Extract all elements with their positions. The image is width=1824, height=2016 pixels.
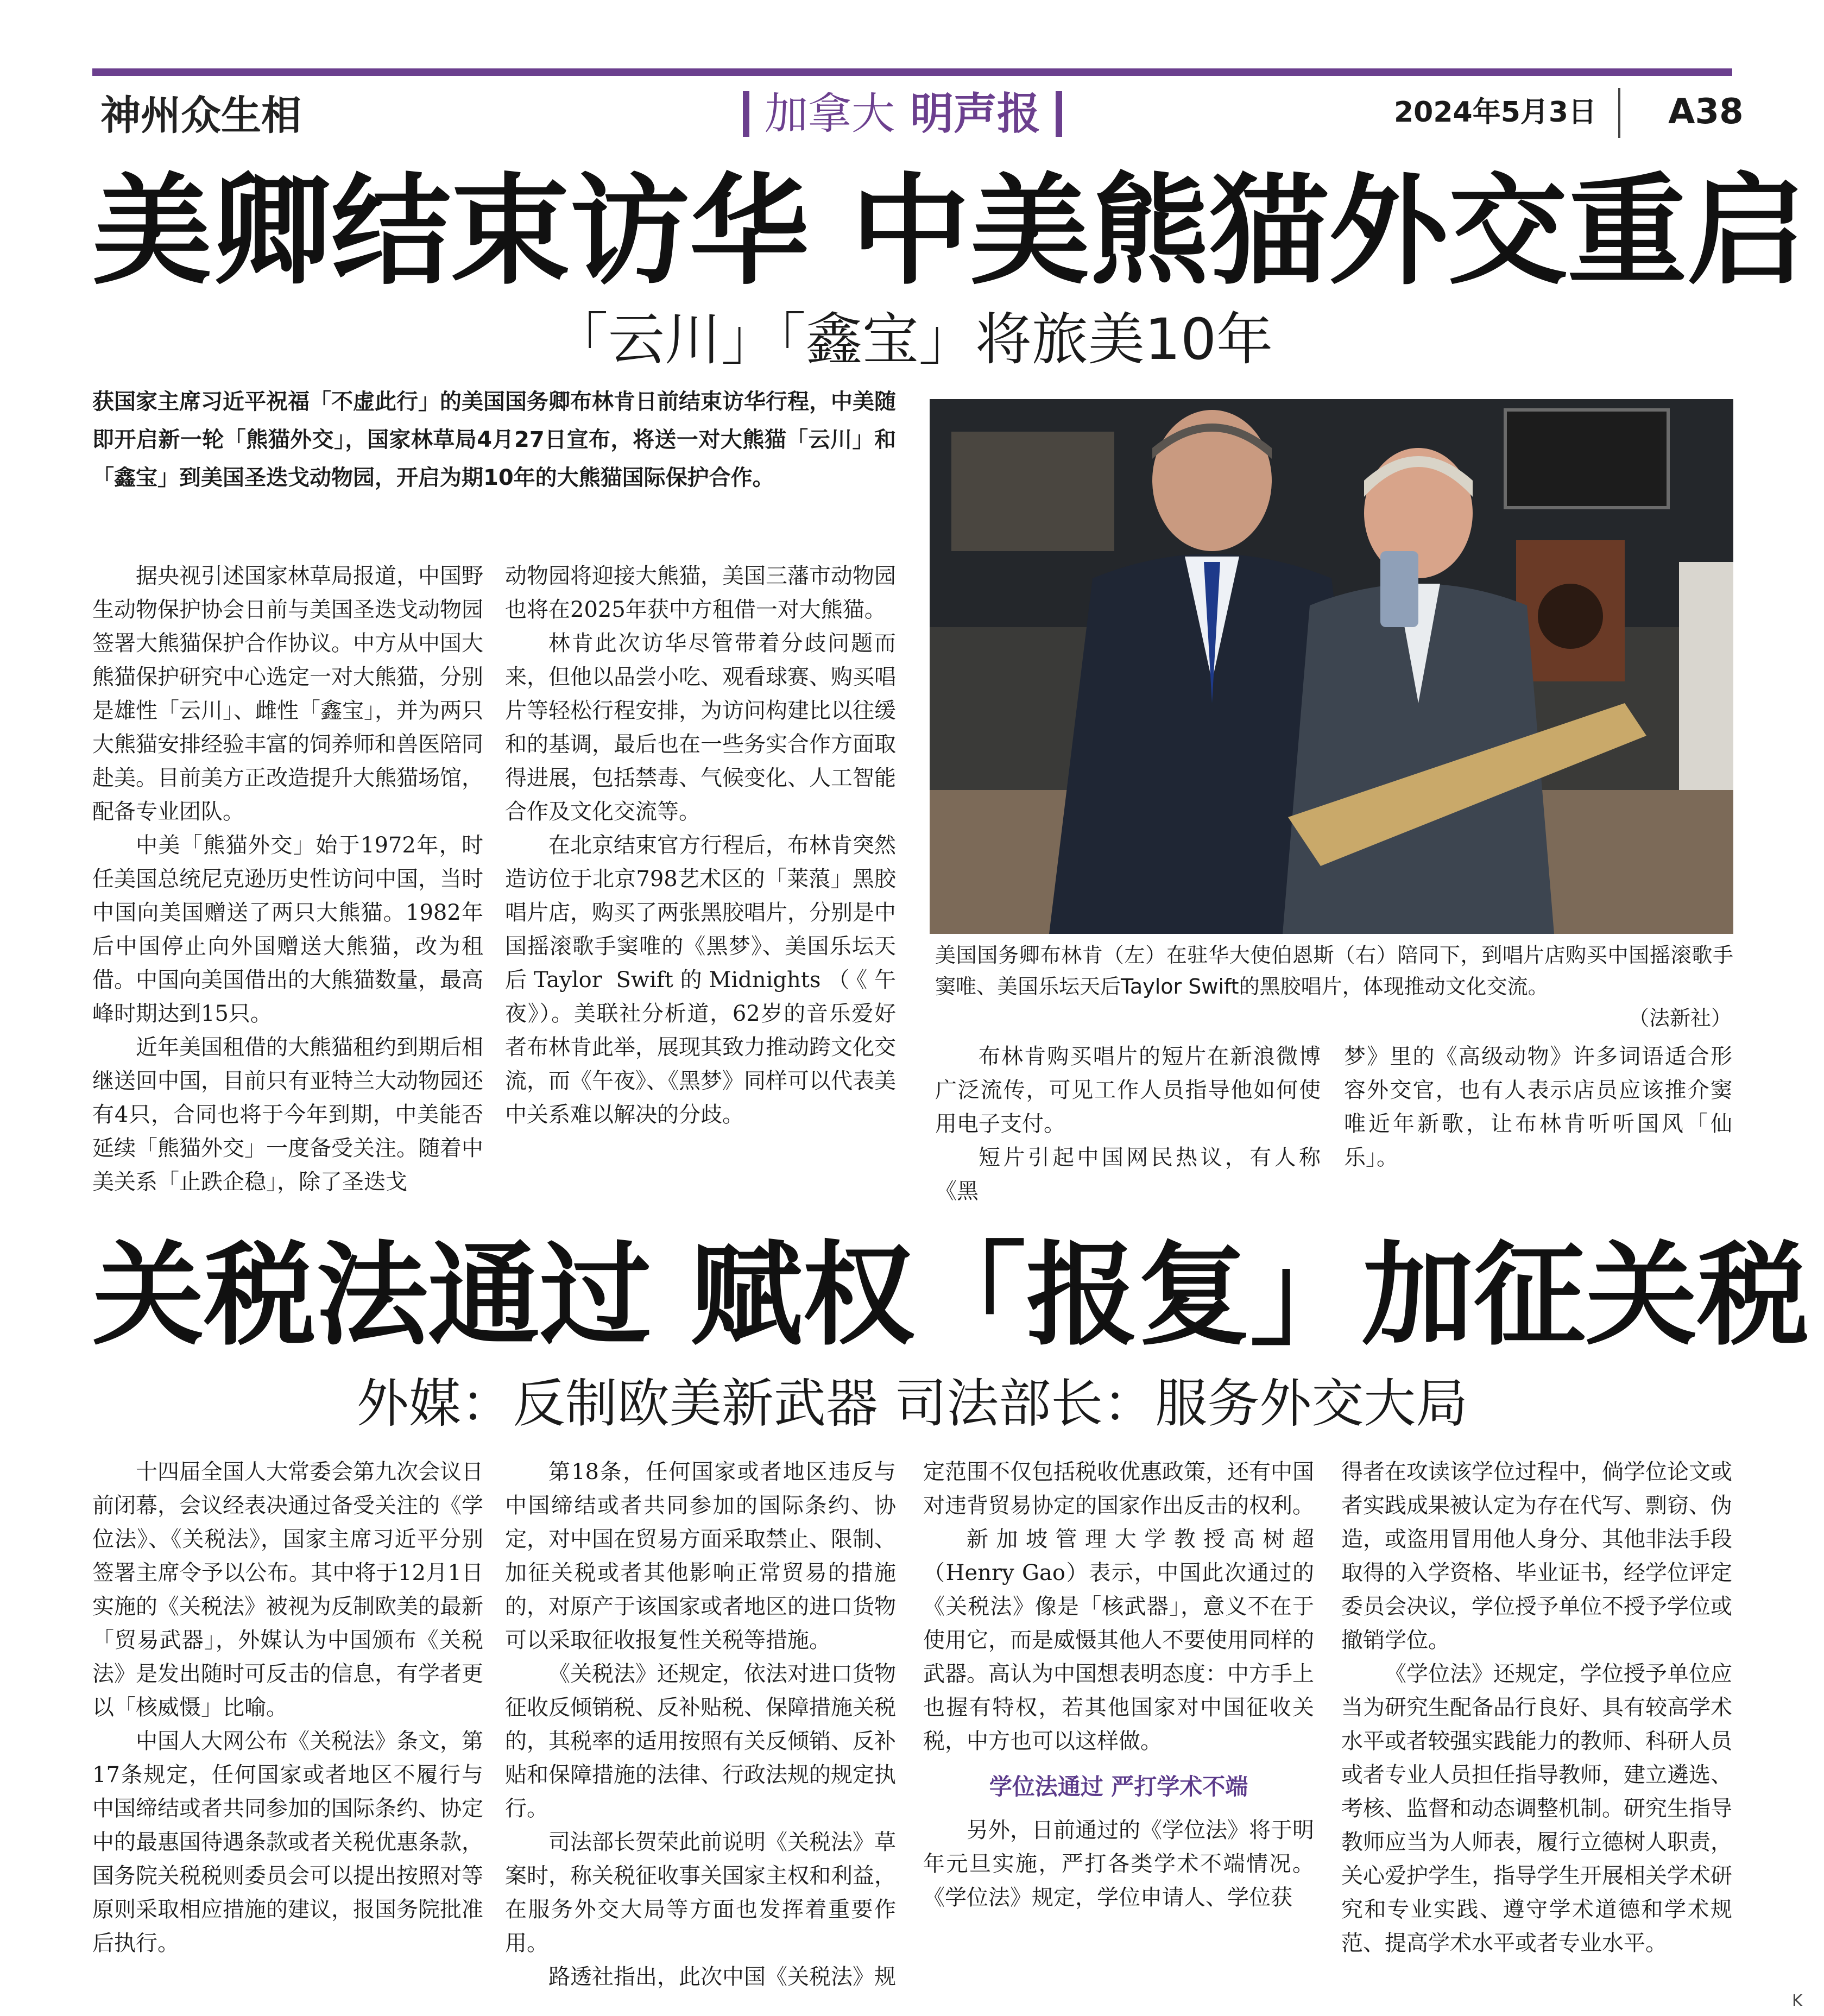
paragraph: 司法部长贺荣此前说明《关税法》草案时，称关税征收事关国家主权和利益，在服务外交大局等方面也发挥着重要作用。 [505, 1830, 896, 1956]
story2-column-3 [923, 1455, 1314, 1914]
news-photo [930, 399, 1733, 934]
page-number: A38 [1668, 92, 1744, 132]
story2-column-2 [505, 1455, 896, 1994]
story2-headline: 关税法通过 赋权「报复」加征关税 [92, 1229, 1809, 1361]
story2-column-1 [92, 1455, 483, 1960]
photo-caption: 美国国务卿布林肯（左）在驻华大使伯恩斯（右）陪同下，到唱片店购买中国摇滚歌手窦唯、美国乐坛天后Taylor Swift的黑胶唱片，体现推动文化交流。 [935, 943, 1733, 998]
issue-date: 2024年5月3日 [1394, 96, 1597, 129]
corner-mark: K [1792, 1992, 1803, 2011]
paper-nameplate [743, 87, 1062, 141]
paragraph: 定范围不仅包括税收优惠政策，还有中国对违背贸易协定的国家作出反击的权利。 [923, 1459, 1314, 1518]
nameplate-bar-left [743, 91, 749, 137]
story1-column-1 [92, 559, 483, 1199]
paragraph: 林肯此次访华尽管带着分歧问题而来，但他以品尝小吃、观看球赛、购买唱片等轻松行程安排，为访问构建比以往缓和的基调，最后也在一些务实合作方面取得进展，包括禁毒、气候变化、人工智能合作及文化交流等。 [505, 631, 896, 824]
record-store-photo [930, 399, 1733, 934]
paragraph: 新加坡管理大学教授高树超（Henry Gao）表示，中国此次通过的《关税法》像是「核武器」，意义不在于使用它，而是威慑其他人不要使用同样的武器。高认为中国想表明态度：中方手上也握有特权，若其他国家对中国征收关税，中方也可以这样做。 [923, 1527, 1314, 1754]
paragraph: 据央视引述国家林草局报道，中国野生动物保护协会日前与美国圣迭戈动物园签署大熊猫保护合作协议。中方从中国大熊猫保护研究中心选定一对大熊猫，分别是雄性「云川」、雌性「鑫宝」，并为两只大熊猫安排经验丰富的饲养师和兽医陪同赴美。目前美方正改造提升大熊猫场馆，配备专业团队。 [92, 564, 483, 824]
story2-inner-subhead: 学位法通过 严打学术不端 [989, 1773, 1248, 1800]
story2-column-4 [1341, 1455, 1732, 1960]
nameplate-bar-right [1056, 91, 1062, 137]
story1-column-3 [935, 1040, 1321, 1208]
story1-subheadline: 「云川」「鑫宝」将旅美10年 [551, 306, 1273, 372]
paragraph: 路透社指出，此次中国《关税法》规 [548, 1964, 896, 1989]
story1-lead: 获国家主席习近平祝福「不虚此行」的美国国务卿布林肯日前结束访华行程，中美随即开启新一轮「熊猫外交」，国家林草局4月27日宣布，将送一对大熊猫「云川」和「鑫宝」到美国圣迭戈动物园，开启为期10年的大熊猫国际保护合作。 [92, 389, 896, 490]
photo-credit: （法新社） [1628, 1006, 1732, 1030]
paragraph: 动物园将迎接大熊猫，美国三藩市动物园也将在2025年获中方租借一对大熊猫。 [505, 564, 896, 622]
paragraph: 《关税法》还规定，依法对进口货物征收反倾销税、反补贴税、保障措施关税的，其税率的适用按照有关反倾销、反补贴和保障措施的法律、行政法规的规定执行。 [505, 1661, 896, 1821]
paper-country: 加拿大 [765, 89, 895, 139]
paragraph: 近年美国租借的大熊猫租约到期后相继送回中国，目前只有亚特兰大动物园还有4只，合同也将于今年到期，中美能否延续「熊猫外交」一度备受关注。随着中美关系「止跌企稳」，除了圣迭戈 [92, 1035, 483, 1195]
masthead-rule [92, 68, 1732, 76]
paragraph: 十四届全国人大常委会第九次会议日前闭幕，会议经表决通过备受关注的《学位法》、《关税法》，国家主席习近平分别签署主席令予以公布。其中将于12月1日实施的《关税法》被视为反制欧美的最新「贸易武器」，外媒认为中国颁布《关税法》是发出随时可反击的信息，有学者更以「核威慑」比喻。 [92, 1459, 483, 1720]
paragraph: 短片引起中国网民热议，有人称《黑 [935, 1145, 1321, 1204]
paper-name: 明声报 [910, 89, 1040, 139]
paragraph: 得者在攻读该学位过程中，倘学位论文或者实践成果被认定为存在代写、剽窃、伪造，或盗用冒用他人身分、其他非法手段取得的入学资格、毕业证书，经学位评定委员会决议，学位授予单位不授予学位或撤销学位。 [1341, 1459, 1732, 1653]
paragraph: 中美「熊猫外交」始于1972年，时任美国总统尼克逊历史性访问中国，当时中国向美国赠送了两只大熊猫。1982年后中国停止向外国赠送大熊猫，改为租借。中国向美国借出的大熊猫数量，最高峰时期达到15只。 [92, 833, 483, 1026]
paragraph: 梦》里的《高级动物》许多词语适合形容外交官，也有人表示店员应该推介窦唯近年新歌，让布林肯听听国风「仙乐」。 [1344, 1044, 1732, 1170]
paragraph: 布林肯购买唱片的短片在新浪微博广泛流传，可见工作人员指导他如何使用电子支付。 [935, 1044, 1321, 1136]
story1-headline: 美卿结束访华 中美熊猫外交重启 [92, 160, 1807, 301]
paragraph: 中国人大网公布《关税法》条文，第17条规定，任何国家或者地区不履行与中国缔结或者共同参加的国际条约、协定中的最惠国待遇条款或者关税优惠条款，国务院关税税则委员会可以提出按照对等原则采取相应措施的建议，报国务院批准后执行。 [92, 1729, 483, 1956]
story1-column-4 [1344, 1040, 1732, 1174]
paragraph: 第18条，任何国家或者地区违反与中国缔结或者共同参加的国际条约、协定，对中国在贸易方面采取禁止、限制、加征关税或者其他影响正常贸易的措施的，对原产于该国家或者地区的进口货物可以采取征收报复性关税等措施。 [505, 1459, 896, 1653]
masthead-divider [1618, 88, 1620, 138]
story2-subheadline: 外媒：反制欧美新武器 司法部长：服务外交大局 [356, 1373, 1468, 1434]
story1-column-2 [505, 559, 896, 1132]
paragraph: 在北京结束官方行程后，布林肯突然造访位于北京798艺术区的「莱蒗」黑胶唱片店，购买了两张黑胶唱片，分别是中国摇滚歌手窦唯的《黑梦》、美国乐坛天后Taylor Swift的Midnights（《午夜》）。美联社分析道，62岁的音乐爱好者布林肯此举，展现其致力推动跨文化交流，而《午夜》、《黑梦》同样可以代表美中关系难以解决的分歧。 [505, 833, 896, 1127]
section-title: 神州众生相 [100, 92, 301, 139]
paragraph: 另外，日前通过的《学位法》将于明年元旦实施，严打各类学术不端情况。《学位法》规定，学位申请人、学位获 [923, 1818, 1314, 1910]
paragraph: 《学位法》还规定，学位授予单位应当为研究生配备品行良好、具有较高学术水平或者较强实践能力的教师、科研人员或者专业人员担任指导教师，建立遴选、考核、监督和动态调整机制。研究生指导教师应当为人师表，履行立德树人职责，关心爱护学生，指导学生开展相关学术研究和专业实践、遵守学术道德和学术规范、提高学术水平或者专业水平。 [1341, 1661, 1732, 1956]
